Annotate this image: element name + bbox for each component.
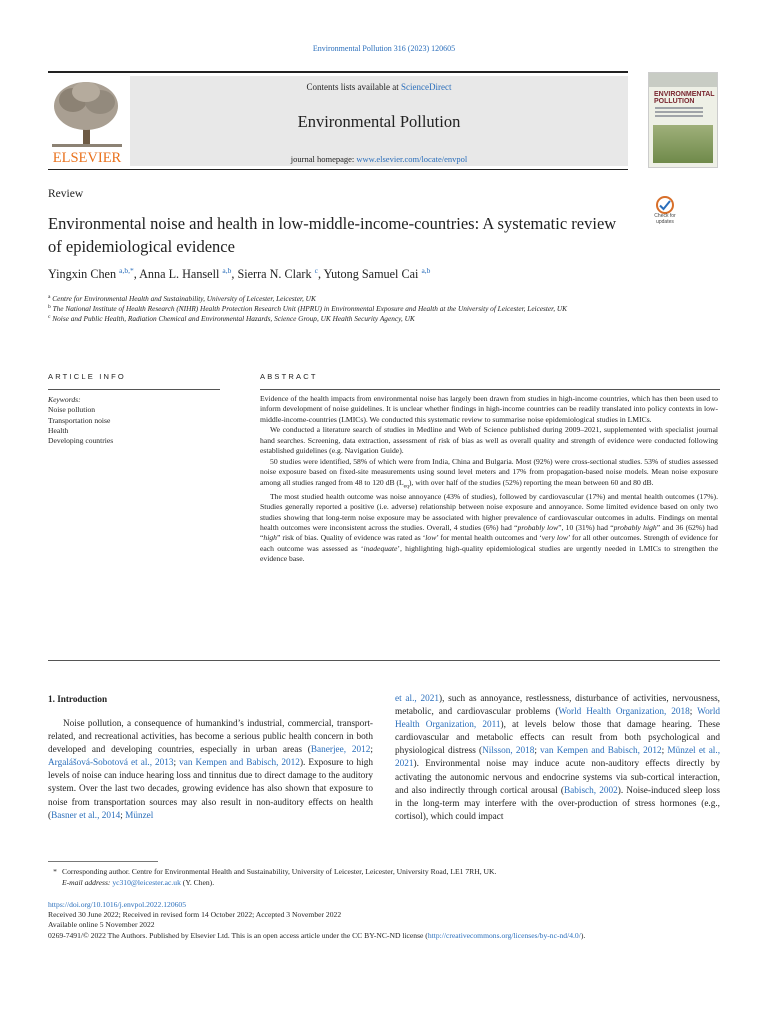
author-affiliation-marks[interactable]: a,b [421, 266, 431, 275]
body-column-left [48, 718, 373, 823]
check-updates-icon [647, 196, 683, 214]
reference-link[interactable]: van Kempen and Babisch, 2012 [540, 746, 662, 757]
elsevier-logo [48, 76, 126, 166]
available-online-date: Available online 5 November 2022 [48, 920, 155, 930]
journal-title: Environmental Pollution [297, 112, 461, 131]
journal-band [130, 76, 628, 166]
abstract-paragraph: 50 studies were identified, 58% of which were from India, China and Bulgaria. Most (92%) were cross-sectional studies. 53% of studies assessed noise exposure based on fixed-site measurements using sound level meters and 17% from propagation-based noise models. Mean noise exposure among all studies ranged from 48 to 120 dB $(L_{eq})$, with over half of the studies (52%) reporting the mean between 60 and 80 dB. [260, 456, 718, 490]
author-affiliation-marks[interactable]: a,b [222, 266, 232, 275]
article-type: Review [48, 188, 84, 200]
body-paragraph: et al., 2021), such as annoyance, restlessness, disturbance of activities, nervousness, metabolic, and cardiovascular problems (World Health Organization, 2018; World Health Organization, 2011), at levels below those that damage hearing. These cardiovascular and metabolic effects can result from both psychological and physiological distress (Nilsson, 2018; van Kempen and Babisch, 2012; Münzel et al., 2021). Environmental noise may induce acute non-auditory effects directly by activating the autonomic nervous and endocrine systems via sub-cortical interaction, and also indirectly through cortical arousal (Babisch, 2002). Noise-induced sleep loss in the long-term may interfere with the over-production of stress hormones (e.g., cortisol), which could impact [395, 694, 721, 822]
abstract-paragraph: The most studied health outcome was noise annoyance (43% of studies), followed by cardiovascular (17%) and mental health outcomes (17%). Studies generally reported a positive (i.e. adverse) relationship between noise exposure and annoyance. Some limited evidence based on only two studies showing that long-term noise exposure may be associated with higher prevalence of cardiovascular outcomes in adults. Findings on mental health outcomes were inconsistent across the studies. Overall, 4 studies (6%) had “probably low”, 10 (31%) had “probably high” and 36 (62%) had “high” risk of bias. Quality of evidence was rated as ‘low’ for mental health outcomes and ‘very low’ for all other outcomes. Strength of evidence for each outcome was assessed as ‘inadequate’, highlighting high-quality epidemiological studies are urgently needed in LMICs to strengthen the evidence base. [260, 491, 718, 564]
affiliations [48, 294, 688, 325]
keyword-item: Developing countries [48, 436, 114, 446]
journal-citation[interactable]: Environmental Pollution 316 (2023) 120605 [312, 44, 456, 53]
reference-link[interactable]: Nilsson, 2018 [482, 746, 535, 757]
check-updates-label: Check for updates [654, 213, 676, 225]
elsevier-wordmark: ELSEVIER [52, 150, 122, 166]
contents-prefix: Contents lists available at [306, 82, 401, 92]
keyword-item: Health [48, 425, 69, 435]
keyword-item: Noise pollution [48, 405, 96, 415]
keywords-block [48, 395, 220, 446]
keywords-label: Keywords: [48, 395, 81, 404]
footnote-corresponding: * Corresponding author. Centre for Environmental Health and Sustainability, University of Leicester, Leicester, University Road, LE1 7RH, UK. [53, 867, 497, 876]
journal-masthead [48, 71, 628, 170]
reference-link[interactable]: Münzel [125, 810, 154, 821]
reference-link[interactable]: Basner et al., 2014 [51, 810, 121, 821]
author-name[interactable]: Yutong Samuel Cai [323, 267, 419, 281]
author-list: Yingxin Chen $^{a,b,*}$, Anna L. Hansell $^{a,b}$, Sierra N. Clark $^c$, Yutong Samuel Cai $^{a,b}$ [48, 266, 431, 281]
section-heading-introduction: 1. Introduction [48, 694, 108, 704]
footnote-email: E-mail address: yc310@leicester.ac.uk (Y. Chen). [62, 878, 215, 888]
copyright-notice: 0269-7491/© 2022 The Authors. Published by Elsevier Ltd. This is an open access article under the CC BY-NC-ND license (http://creativecommons.org/licenses/by-nc-nd/4.0/). [48, 930, 586, 940]
author-affiliation-marks[interactable]: a,b,* [119, 266, 134, 275]
journal-cover-thumbnail[interactable] [648, 72, 718, 168]
homepage-prefix: journal homepage: [290, 154, 357, 164]
reference-link[interactable]: Banerjee, 2012 [310, 745, 371, 756]
reference-link[interactable]: World Health Organization, 2011 [395, 707, 721, 731]
body-paragraph: Noise pollution, a consequence of humankind’s industrial, commercial, transport-related, and recreational activities, has become a serious public health concern in both developed and developing countries, especially in urban areas (Banerjee, 2012; Argalášová-Sobotová et al., 2013; van Kempen and Babisch, 2012). Exposure to high levels of noise can induce hearing loss and tinnitus due to direct damage to the auditory system. Over the last two decades, growing evidence has also shown that exposure to noise from transportation sources may also result in non-auditory effects on health (Basner et al., 2014; Münzel [48, 719, 373, 821]
sciencedirect-link[interactable]: ScienceDirect [401, 82, 452, 92]
license-link[interactable]: http://creativecommons.org/licenses/by-nc-nd/4.0/ [427, 930, 581, 940]
reference-link[interactable]: World Health Organization, 2018 [558, 707, 690, 718]
cover-image [653, 125, 713, 163]
doi-link[interactable]: https://doi.org/10.1016/j.envpol.2022.120605 [48, 900, 187, 909]
cover-title: ENVIRONMENTAL POLLUTION [654, 91, 715, 105]
corresponding-author-footnote [48, 866, 720, 888]
affiliation-item: $^a$ Centre for Environmental Health and Sustainability, University of Leicester, Leicester, UK [48, 294, 316, 303]
reference-link[interactable]: Babisch, 2002 [563, 785, 618, 796]
footnote-rule [48, 861, 158, 862]
author-name[interactable]: Sierra N. Clark [237, 267, 312, 281]
article-info-rule [48, 389, 220, 390]
homepage-line [130, 154, 628, 164]
article-title: Environmental noise and health in low-middle-income-countries: A systematic review of epidemiological evidence [48, 214, 617, 256]
affiliation-item: $^b$ The National Institute of Health Research (NIHR) Health Protection Research Unit (HPRU) in Environmental Exposure and Health at the University of Leicester, Leicester, UK [48, 304, 567, 314]
author-name[interactable]: Anna L. Hansell [139, 267, 220, 281]
reference-link[interactable]: Münzel et al., 2021 [395, 746, 721, 770]
author-affiliation-marks[interactable]: c [314, 266, 318, 275]
article-info-heading: ARTICLE INFO [48, 372, 126, 381]
affiliation-item: $^c$ Noise and Public Health, Radiation Chemical and Environmental Hazards, Science Group, UK Health Security Agency, UK [48, 314, 415, 324]
elsevier-tree-icon [48, 76, 126, 166]
front-matter [48, 900, 720, 941]
reference-link[interactable]: van Kempen and Babisch, 2012 [179, 758, 300, 769]
contents-line [130, 82, 628, 92]
abstract-paragraph: Evidence of the health impacts from environmental noise has largely been drawn from studies in high-income countries, which has then been used to inform development of noise guidelines. It is unclear whether findings in high-income countries can be readily translated into policy contexts in low-middle-income-countries (LMICs). We conducted this systematic review to summarise noise epidemiological studies in LMICs. [260, 394, 718, 424]
received-dates: Received 30 June 2022; Received in revised form 14 October 2022; Accepted 3 November 2022 [48, 910, 342, 920]
reference-link[interactable]: et al., 2021 [395, 694, 439, 704]
abstract-end-rule [48, 660, 720, 661]
abstract-body [260, 394, 718, 565]
author-email-link[interactable]: yc310@leicester.ac.uk [112, 878, 181, 888]
body-column-right [395, 693, 720, 824]
abstract-heading: ABSTRACT [260, 372, 318, 381]
author-name[interactable]: Yingxin Chen [48, 267, 117, 281]
journal-homepage-link[interactable]: www.elsevier.com/locate/envpol [356, 154, 468, 164]
keyword-item: Transportation noise [48, 415, 111, 425]
abstract-paragraph: We conducted a literature search of studies in Medline and Web of Science published during 2009–2021, supplemented with specialist journal hand searches. Screening, data extraction, assessment of risk of bias as well as overall quality and strength of evidence were conducted following established guidelines (e.g. Navigation Guide). [260, 425, 718, 456]
reference-link[interactable]: Argalášová-Sobotová et al., 2013 [48, 758, 174, 769]
abstract-rule [260, 389, 720, 390]
